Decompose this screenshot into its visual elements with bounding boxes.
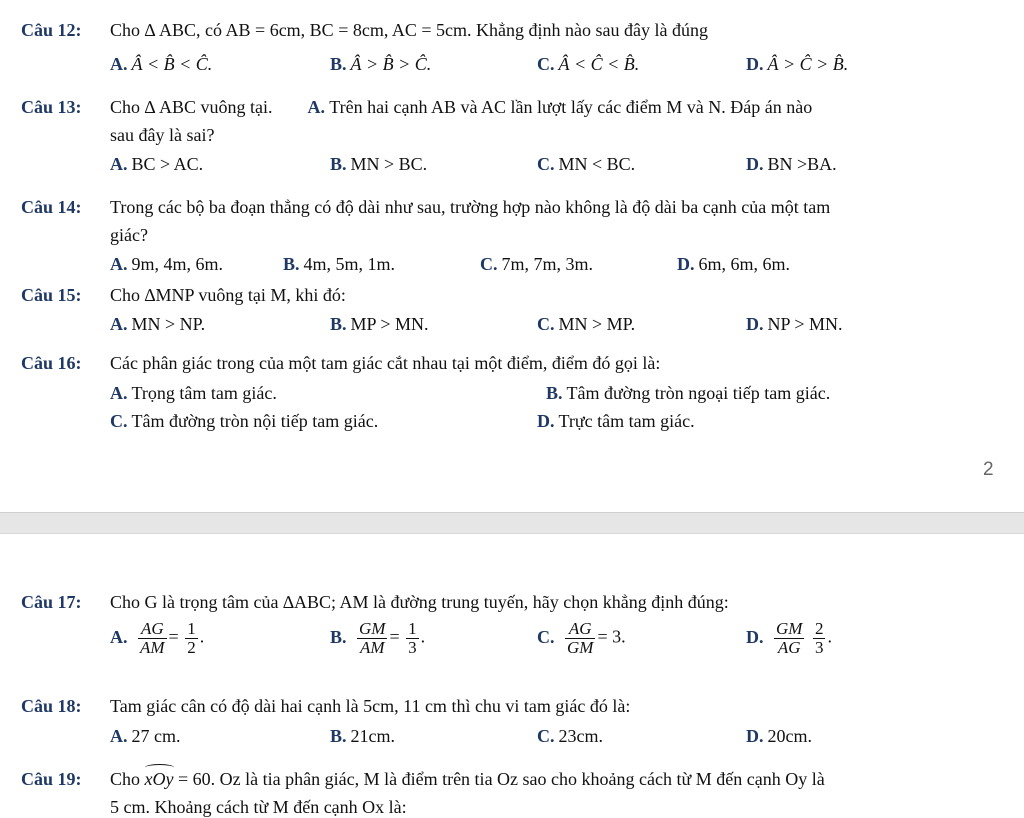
- q16-option-b-letter: B.: [546, 383, 563, 403]
- q17-d-num: GM: [776, 619, 803, 638]
- q15-option-a-text: MN > NP.: [131, 314, 206, 334]
- q16-option-b: [546, 382, 830, 404]
- page-separator: [0, 512, 1024, 534]
- q19-text-part1b: = 60. Oz là tia phân giác, M là điểm trên tia Oz sao cho khoảng cách từ M đến cạnh Oy là: [178, 769, 825, 789]
- q15-option-b: [330, 313, 429, 335]
- q19-text-line2: 5 cm. Khoảng cách từ M đến cạnh Ox là:: [110, 797, 407, 817]
- q13-text-line2: sau đây là sai?: [110, 125, 215, 145]
- q15-option-c-letter: C.: [537, 314, 555, 334]
- q17-b-tail: .: [420, 626, 426, 647]
- q18-option-d-letter: D.: [746, 726, 764, 746]
- q18-option-d-text: 20cm.: [767, 726, 812, 746]
- q15-option-a-letter: A.: [110, 314, 128, 334]
- q12-option-b-expr: Â > B̂ > Ĉ.: [350, 54, 432, 74]
- q14-option-c: [480, 253, 593, 275]
- page-2: [0, 534, 1024, 818]
- q18-option-c: [537, 725, 603, 747]
- q17-d-den: AG: [777, 638, 801, 657]
- q17-option-c-letter: C.: [537, 626, 555, 647]
- q15-option-d: [746, 313, 843, 335]
- q18-text: Tam giác cân có độ dài hai cạnh là 5cm, 11 cm thì chu vi tam giác đó là:: [110, 696, 631, 716]
- q13-option-a-letter: A.: [110, 154, 128, 174]
- q17-a-tail: .: [199, 626, 205, 647]
- q13-text-part1b: A.: [307, 97, 326, 117]
- q17-d-rnum: 2: [814, 619, 824, 638]
- q18-option-a-letter: A.: [110, 726, 128, 746]
- q18-option-d: [746, 725, 812, 747]
- q14-text-line1: Trong các bộ ba đoạn thẳng có độ dài như sau, trường hợp nào không là độ dài ba cạnh của một tam: [110, 197, 831, 217]
- q18-option-a-text: 27 cm.: [131, 726, 181, 746]
- q12-option-a-expr: Â < B̂ < Ĉ.: [131, 54, 213, 74]
- q18-option-b-letter: B.: [330, 726, 347, 746]
- q13-option-c: [537, 153, 635, 175]
- q18-option-b: [330, 725, 395, 747]
- q18-label: Câu 18:: [21, 696, 82, 716]
- q16-option-b-text: Tâm đường tròn ngoại tiếp tam giác.: [566, 383, 831, 403]
- q16-option-d-letter: D.: [537, 411, 555, 431]
- q16-option-c-text: Tâm đường tròn nội tiếp tam giác.: [131, 411, 379, 431]
- q17-b-rnum: 1: [408, 619, 417, 638]
- q19-label: Câu 19:: [21, 769, 82, 789]
- q14-option-d: [677, 253, 790, 275]
- q14-option-a-letter: A.: [110, 254, 128, 274]
- q17-option-d-letter: D.: [746, 626, 764, 647]
- q13-option-c-letter: C.: [537, 154, 555, 174]
- q13-text-part1c: Trên hai cạnh AB và AC lần lượt lấy các điểm M và N. Đáp án nào: [329, 97, 813, 117]
- q18-option-c-text: 23cm.: [558, 726, 603, 746]
- q16-option-a-text: Trọng tâm tam giác.: [131, 383, 277, 403]
- q17-option-d: [746, 620, 832, 657]
- q12-option-a-letter: A.: [110, 54, 128, 74]
- q15-label: Câu 15:: [21, 285, 82, 305]
- q13-option-d-text: BN >BA.: [767, 154, 837, 174]
- q12-option-d: [746, 53, 848, 75]
- q13-option-d-letter: D.: [746, 154, 764, 174]
- q15-option-c: [537, 313, 635, 335]
- q17-text: Cho G là trọng tâm của ∆ABC; AM là đường trung tuyến, hãy chọn khẳng định đúng:: [110, 592, 729, 612]
- q16-option-d: [537, 410, 695, 432]
- q13-label: Câu 13:: [21, 97, 82, 117]
- q13-option-b-text: MN > BC.: [350, 154, 428, 174]
- q13-text-part1: Cho ∆ ABC vuông tại.: [110, 97, 273, 117]
- q17-c-num: AG: [565, 620, 595, 639]
- q15-option-c-text: MN > MP.: [558, 314, 636, 334]
- q19-angle: xOy: [144, 769, 174, 789]
- q16-option-d-text: Trực tâm tam giác.: [558, 411, 695, 431]
- q18-option-a: [110, 725, 181, 747]
- q17-option-b: [330, 620, 425, 657]
- q12-option-d-expr: Â > Ĉ > B̂.: [767, 54, 849, 74]
- q15-option-b-letter: B.: [330, 314, 347, 334]
- page-number: 2: [983, 459, 994, 480]
- q14-text-line2: giác?: [110, 225, 148, 245]
- q14-option-b-letter: B.: [283, 254, 300, 274]
- q16-option-c-letter: C.: [110, 411, 128, 431]
- q13-option-b: [330, 153, 427, 175]
- q12-option-c: [537, 53, 639, 75]
- q12-label: Câu 12:: [21, 20, 82, 40]
- q17-b-rden: 3: [408, 638, 417, 657]
- q14-option-a: [110, 253, 223, 275]
- q18-option-b-text: 21cm.: [350, 726, 396, 746]
- q13-option-a-text: BC > AC.: [131, 154, 204, 174]
- q16-text: Các phân giác trong của một tam giác cắt nhau tại một điểm, điểm đó gọi là:: [110, 353, 661, 373]
- q15-text: Cho ∆MNP vuông tại M, khi đó:: [110, 285, 346, 305]
- q14-option-d-letter: D.: [677, 254, 695, 274]
- q14-option-c-text: 7m, 7m, 3m.: [501, 254, 594, 274]
- q12-option-c-letter: C.: [537, 54, 555, 74]
- q17-a-den: AM: [140, 638, 165, 657]
- q16-option-c: [110, 410, 378, 432]
- q17-a-op: =: [168, 626, 179, 647]
- q17-b-num: GM: [359, 619, 386, 638]
- q12-option-d-letter: D.: [746, 54, 764, 74]
- q15-option-d-letter: D.: [746, 314, 764, 334]
- q18-option-c-letter: C.: [537, 726, 555, 746]
- q13-option-b-letter: B.: [330, 154, 347, 174]
- q12-option-a: [110, 53, 212, 75]
- q15-option-d-text: NP > MN.: [767, 314, 843, 334]
- q17-c-op: = 3.: [597, 626, 626, 647]
- q17-option-c: [537, 620, 626, 657]
- q16-option-a: [110, 382, 277, 404]
- q19-text-line1: [110, 768, 825, 790]
- q13-option-a: [110, 153, 203, 175]
- q14-label: Câu 14:: [21, 197, 82, 217]
- q12-option-c-expr: Â < Ĉ < B̂.: [558, 54, 640, 74]
- q17-option-a-letter: A.: [110, 626, 128, 647]
- q16-option-a-letter: A.: [110, 383, 128, 403]
- q17-d-tail: .: [827, 626, 832, 647]
- q17-a-rden: 2: [187, 638, 196, 657]
- q17-option-a: [110, 620, 204, 657]
- q12-text: Cho ∆ ABC, có AB = 6cm, BC = 8cm, AC = 5cm. Khẳng định nào sau đây là đúng: [110, 20, 708, 40]
- q12-option-b-letter: B.: [330, 54, 347, 74]
- q17-a-rnum: 1: [187, 619, 196, 638]
- q17-b-den: AM: [359, 638, 385, 657]
- q14-option-d-text: 6m, 6m, 6m.: [698, 254, 791, 274]
- q12-option-b: [330, 53, 431, 75]
- q14-option-b-text: 4m, 5m, 1m.: [303, 254, 396, 274]
- q14-option-c-letter: C.: [480, 254, 498, 274]
- q14-option-a-text: 9m, 4m, 6m.: [131, 254, 224, 274]
- q15-option-b-text: MP > MN.: [350, 314, 429, 334]
- q13-option-d: [746, 153, 837, 175]
- q19-text-part1a: Cho: [110, 769, 141, 789]
- q13-option-c-text: MN < BC.: [558, 154, 636, 174]
- q17-a-num: AG: [138, 620, 167, 639]
- q17-label: Câu 17:: [21, 592, 82, 612]
- q17-c-den: GM: [567, 638, 594, 657]
- q13-text-line1: [110, 96, 812, 118]
- q15-option-a: [110, 313, 205, 335]
- q17-d-rden: 3: [814, 638, 824, 657]
- q14-option-b: [283, 253, 395, 275]
- q17-b-op: =: [389, 626, 400, 647]
- q16-label: Câu 16:: [21, 353, 82, 373]
- q17-option-b-letter: B.: [330, 626, 347, 647]
